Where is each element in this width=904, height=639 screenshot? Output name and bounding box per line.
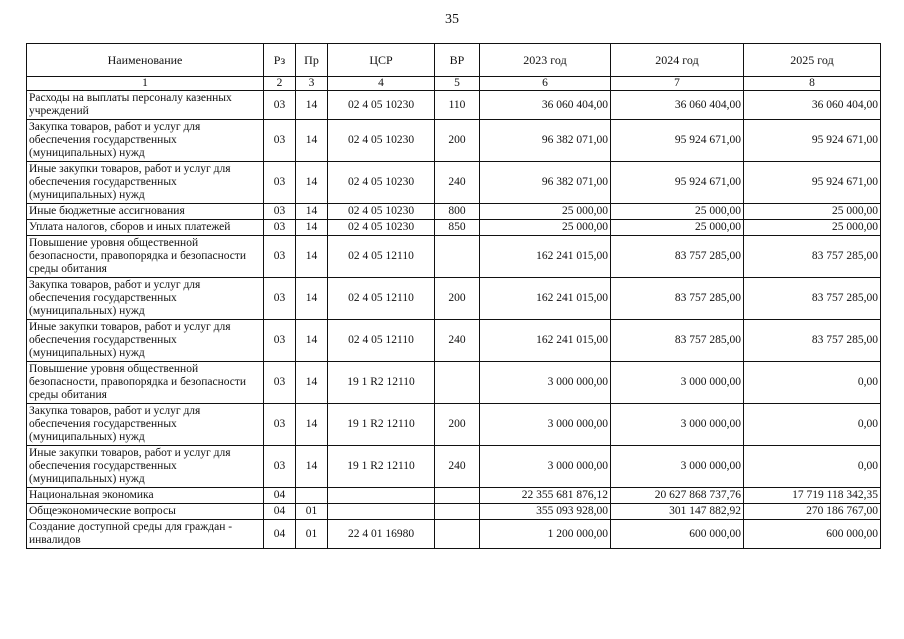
row-2024: 20 627 868 737,76 bbox=[611, 488, 744, 504]
row-rz: 03 bbox=[264, 91, 296, 120]
page-number: 35 bbox=[445, 12, 459, 27]
column-index: 2 bbox=[264, 77, 296, 91]
header-vr: ВР bbox=[435, 44, 480, 77]
row-vr: 800 bbox=[435, 204, 480, 220]
table-row bbox=[27, 204, 881, 220]
row-2025: 0,00 bbox=[744, 446, 881, 488]
column-index: 6 bbox=[480, 77, 611, 91]
row-vr: 200 bbox=[435, 278, 480, 320]
row-2024: 600 000,00 bbox=[611, 520, 744, 549]
row-2023: 96 382 071,00 bbox=[480, 162, 611, 204]
row-2024: 25 000,00 bbox=[611, 204, 744, 220]
row-name: Закупка товаров, работ и услуг для обеспечения государственных (муниципальных) нужд bbox=[27, 278, 264, 320]
row-rz: 03 bbox=[264, 236, 296, 278]
row-name: Расходы на выплаты персоналу казенных учреждений bbox=[27, 91, 264, 120]
budget-table bbox=[26, 43, 881, 549]
row-2023: 3 000 000,00 bbox=[480, 404, 611, 446]
row-csr: 02 4 05 10230 bbox=[328, 91, 435, 120]
row-name: Иные закупки товаров, работ и услуг для обеспечения государственных (муниципальных) нужд bbox=[27, 162, 264, 204]
row-2023: 162 241 015,00 bbox=[480, 278, 611, 320]
row-2023: 25 000,00 bbox=[480, 220, 611, 236]
row-rz: 04 bbox=[264, 504, 296, 520]
row-csr: 02 4 05 10230 bbox=[328, 220, 435, 236]
row-2023: 162 241 015,00 bbox=[480, 320, 611, 362]
column-index: 8 bbox=[744, 77, 881, 91]
table-row bbox=[27, 320, 881, 362]
row-2023: 162 241 015,00 bbox=[480, 236, 611, 278]
row-name: Уплата налогов, сборов и иных платежей bbox=[27, 220, 264, 236]
row-pr: 14 bbox=[296, 204, 328, 220]
row-csr: 02 4 05 10230 bbox=[328, 204, 435, 220]
table-row bbox=[27, 446, 881, 488]
row-vr bbox=[435, 236, 480, 278]
row-2025: 95 924 671,00 bbox=[744, 120, 881, 162]
column-index: 1 bbox=[27, 77, 264, 91]
row-2023: 1 200 000,00 bbox=[480, 520, 611, 549]
row-pr bbox=[296, 488, 328, 504]
table-row bbox=[27, 362, 881, 404]
table-row bbox=[27, 504, 881, 520]
row-csr: 19 1 R2 12110 bbox=[328, 404, 435, 446]
row-vr bbox=[435, 520, 480, 549]
table-row bbox=[27, 120, 881, 162]
row-2023: 355 093 928,00 bbox=[480, 504, 611, 520]
row-2024: 83 757 285,00 bbox=[611, 320, 744, 362]
row-vr: 200 bbox=[435, 404, 480, 446]
row-2024: 3 000 000,00 bbox=[611, 404, 744, 446]
row-2025: 270 186 767,00 bbox=[744, 504, 881, 520]
header-csr: ЦСР bbox=[328, 44, 435, 77]
row-name: Иные закупки товаров, работ и услуг для обеспечения государственных (муниципальных) нужд bbox=[27, 446, 264, 488]
row-2023: 3 000 000,00 bbox=[480, 362, 611, 404]
row-rz: 03 bbox=[264, 204, 296, 220]
header-2024: 2024 год bbox=[611, 44, 744, 77]
header-rz: Рз bbox=[264, 44, 296, 77]
row-2024: 83 757 285,00 bbox=[611, 236, 744, 278]
row-pr: 14 bbox=[296, 162, 328, 204]
row-vr bbox=[435, 488, 480, 504]
row-vr bbox=[435, 362, 480, 404]
row-pr: 01 bbox=[296, 520, 328, 549]
row-rz: 03 bbox=[264, 446, 296, 488]
row-pr: 14 bbox=[296, 446, 328, 488]
row-vr: 240 bbox=[435, 320, 480, 362]
row-rz: 03 bbox=[264, 404, 296, 446]
row-2025: 0,00 bbox=[744, 404, 881, 446]
row-name: Повышение уровня общественной безопасности, правопорядка и безопасности среды обитания bbox=[27, 362, 264, 404]
row-pr: 14 bbox=[296, 362, 328, 404]
header-row bbox=[27, 44, 881, 77]
row-pr: 14 bbox=[296, 91, 328, 120]
row-2023: 22 355 681 876,12 bbox=[480, 488, 611, 504]
row-csr: 02 4 05 12110 bbox=[328, 236, 435, 278]
row-2023: 3 000 000,00 bbox=[480, 446, 611, 488]
row-2025: 0,00 bbox=[744, 362, 881, 404]
row-csr bbox=[328, 488, 435, 504]
row-2025: 83 757 285,00 bbox=[744, 236, 881, 278]
row-name: Общеэкономические вопросы bbox=[27, 504, 264, 520]
row-vr: 240 bbox=[435, 162, 480, 204]
row-pr: 14 bbox=[296, 120, 328, 162]
row-2024: 3 000 000,00 bbox=[611, 446, 744, 488]
row-csr: 22 4 01 16980 bbox=[328, 520, 435, 549]
header-pr: Пр bbox=[296, 44, 328, 77]
row-vr: 240 bbox=[435, 446, 480, 488]
row-2025: 600 000,00 bbox=[744, 520, 881, 549]
row-2024: 25 000,00 bbox=[611, 220, 744, 236]
row-2025: 17 719 118 342,35 bbox=[744, 488, 881, 504]
row-rz: 04 bbox=[264, 520, 296, 549]
row-rz: 03 bbox=[264, 220, 296, 236]
row-2025: 36 060 404,00 bbox=[744, 91, 881, 120]
column-index: 4 bbox=[328, 77, 435, 91]
row-rz: 04 bbox=[264, 488, 296, 504]
header-2025: 2025 год bbox=[744, 44, 881, 77]
row-csr: 02 4 05 12110 bbox=[328, 320, 435, 362]
row-2024: 36 060 404,00 bbox=[611, 91, 744, 120]
row-2024: 83 757 285,00 bbox=[611, 278, 744, 320]
table-row bbox=[27, 404, 881, 446]
row-2024: 95 924 671,00 bbox=[611, 120, 744, 162]
row-2025: 83 757 285,00 bbox=[744, 320, 881, 362]
table-row bbox=[27, 236, 881, 278]
row-pr: 14 bbox=[296, 236, 328, 278]
table-row bbox=[27, 162, 881, 204]
row-rz: 03 bbox=[264, 162, 296, 204]
row-2024: 3 000 000,00 bbox=[611, 362, 744, 404]
table-row bbox=[27, 278, 881, 320]
row-2025: 83 757 285,00 bbox=[744, 278, 881, 320]
row-rz: 03 bbox=[264, 320, 296, 362]
row-pr: 14 bbox=[296, 220, 328, 236]
row-pr: 01 bbox=[296, 504, 328, 520]
table-row bbox=[27, 520, 881, 549]
column-index: 3 bbox=[296, 77, 328, 91]
row-2023: 36 060 404,00 bbox=[480, 91, 611, 120]
row-vr bbox=[435, 504, 480, 520]
table-row bbox=[27, 488, 881, 504]
row-2025: 25 000,00 bbox=[744, 220, 881, 236]
row-csr: 19 1 R2 12110 bbox=[328, 362, 435, 404]
row-pr: 14 bbox=[296, 278, 328, 320]
row-vr: 850 bbox=[435, 220, 480, 236]
row-2024: 95 924 671,00 bbox=[611, 162, 744, 204]
row-name: Закупка товаров, работ и услуг для обеспечения государственных (муниципальных) нужд bbox=[27, 404, 264, 446]
row-rz: 03 bbox=[264, 278, 296, 320]
row-rz: 03 bbox=[264, 120, 296, 162]
row-csr: 02 4 05 12110 bbox=[328, 278, 435, 320]
row-vr: 200 bbox=[435, 120, 480, 162]
row-csr: 02 4 05 10230 bbox=[328, 162, 435, 204]
column-index: 7 bbox=[611, 77, 744, 91]
row-csr: 02 4 05 10230 bbox=[328, 120, 435, 162]
row-rz: 03 bbox=[264, 362, 296, 404]
row-pr: 14 bbox=[296, 404, 328, 446]
row-csr: 19 1 R2 12110 bbox=[328, 446, 435, 488]
row-2025: 95 924 671,00 bbox=[744, 162, 881, 204]
table-row bbox=[27, 91, 881, 120]
column-index: 5 bbox=[435, 77, 480, 91]
column-index-row bbox=[27, 77, 881, 91]
row-2025: 25 000,00 bbox=[744, 204, 881, 220]
row-name: Создание доступной среды для граждан - инвалидов bbox=[27, 520, 264, 549]
row-name: Повышение уровня общественной безопасности, правопорядка и безопасности среды обитания bbox=[27, 236, 264, 278]
table-row bbox=[27, 220, 881, 236]
header-2023: 2023 год bbox=[480, 44, 611, 77]
row-csr bbox=[328, 504, 435, 520]
header-name: Наименование bbox=[27, 44, 264, 77]
row-name: Иные бюджетные ассигнования bbox=[27, 204, 264, 220]
row-pr: 14 bbox=[296, 320, 328, 362]
row-2023: 96 382 071,00 bbox=[480, 120, 611, 162]
row-2023: 25 000,00 bbox=[480, 204, 611, 220]
row-name: Закупка товаров, работ и услуг для обеспечения государственных (муниципальных) нужд bbox=[27, 120, 264, 162]
row-vr: 110 bbox=[435, 91, 480, 120]
row-2024: 301 147 882,92 bbox=[611, 504, 744, 520]
row-name: Национальная экономика bbox=[27, 488, 264, 504]
row-name: Иные закупки товаров, работ и услуг для обеспечения государственных (муниципальных) нужд bbox=[27, 320, 264, 362]
